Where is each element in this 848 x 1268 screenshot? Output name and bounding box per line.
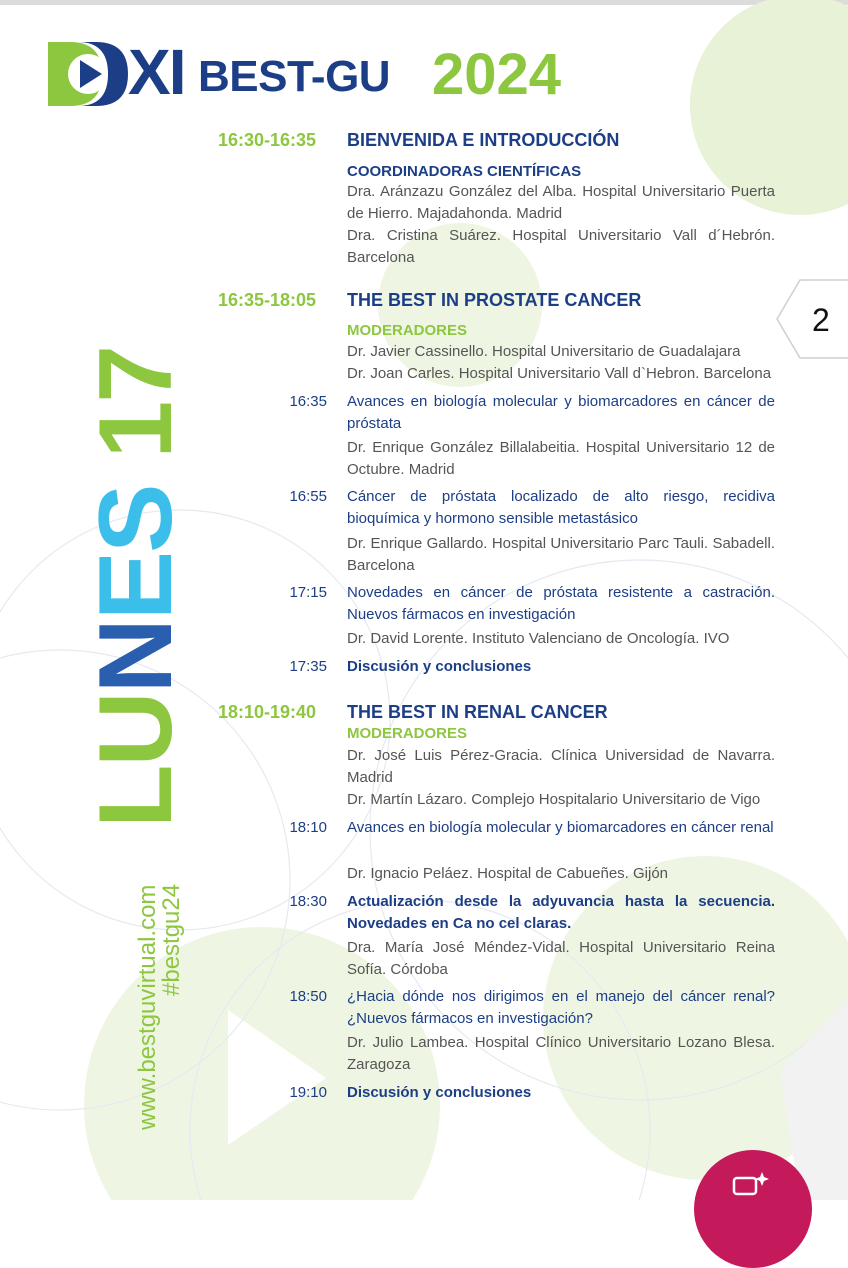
talk-time: 17:15 <box>289 584 327 601</box>
day-label-vertical <box>78 346 194 828</box>
renal-session-time: 18:10-19:40 <box>218 702 317 722</box>
talk-speaker: Dr. Julio Lambea. Hospital Clínico Universitario Lozano Blesa. Zaragoza <box>347 1034 775 1073</box>
talk-speaker: Dr. Ignacio Peláez. Hospital de Cabueñes. Gijón <box>347 865 669 882</box>
talk-time: 16:35 <box>289 393 327 410</box>
page-number: 2 <box>812 302 830 338</box>
talk-speaker: Dr. David Lorente. Instituto Valenciano de Oncología. IVO <box>347 630 730 647</box>
welcome-time: 16:30-16:35 <box>218 130 317 150</box>
talk-time: 17:35 <box>289 658 327 675</box>
talk-title: Avances en biología molecular y biomarcadores en cáncer renal <box>347 819 774 836</box>
talk-title: ¿Hacia dónde nos dirigimos en el manejo del cáncer renal? ¿Nuevos fármacos en investigación? <box>347 988 775 1027</box>
edit-sparkle-icon <box>732 1168 772 1198</box>
talk-speaker: Dr. Enrique Gallardo. Hospital Universitario Parc Tauli. Sabadell. Barcelona <box>347 535 775 574</box>
welcome-title: BIENVENIDA E INTRODUCCIÓN <box>347 130 620 150</box>
talk-time: 18:30 <box>289 893 327 910</box>
discussion-title: Discusión y conclusiones <box>347 658 532 675</box>
coordinator-1: Dra. Aránzazu González del Alba. Hospital Universitario Puerta de Hierro. Majadahonda. Madrid <box>347 183 775 222</box>
day-letter-u: U <box>78 693 194 767</box>
logo-roman-numeral: XI <box>128 36 185 108</box>
talk-title: Avances en biología molecular y biomarcadores en cáncer de próstata <box>347 393 775 432</box>
coordinator-2: Dra. Cristina Suárez. Hospital Universitario Vall d´Hebrón. Barcelona <box>347 227 775 266</box>
talk-title: Cáncer de próstata localizado de alto riesgo, recidiva bioquímica y hormono sensible metastásico <box>347 488 775 527</box>
talk-time: 16:55 <box>289 488 327 505</box>
prostate-moderator-1: Dr. Javier Cassinello. Hospital Universitario de Guadalajara <box>347 343 741 360</box>
logo-event-name: BEST-GU <box>198 52 391 101</box>
talk-title: Actualización desde la adyuvancia hasta la secuencia. Novedades en Ca no cel claras. <box>347 893 775 932</box>
renal-moderator-2: Dr. Martín Lázaro. Complejo Hospitalario Universitario de Vigo <box>347 791 761 808</box>
discussion-title: Discusión y conclusiones <box>347 1084 532 1101</box>
talk-speaker: Dr. Enrique González Billalabeitia. Hospital Universitario 12 de Octubre. Madrid <box>347 439 775 478</box>
prostate-session-time: 16:35-18:05 <box>218 290 317 310</box>
day-number: 17 <box>78 346 194 459</box>
website-url[interactable]: www.bestguvirtual.com <box>134 884 161 1130</box>
day-letter-e: E <box>78 552 194 621</box>
logo-year: 2024 <box>432 42 562 107</box>
talk-speaker: Dra. María José Méndez-Vidal. Hospital Universitario Reina Sofía. Córdoba <box>347 939 775 978</box>
day-letter-s: S <box>78 485 194 553</box>
prostate-moderators-label: MODERADORES <box>347 322 468 339</box>
day-letter-n: N <box>78 620 194 694</box>
renal-session-title: THE BEST IN RENAL CANCER <box>347 702 608 722</box>
prostate-session-title: THE BEST IN PROSTATE CANCER <box>347 290 642 310</box>
play-logo-icon <box>48 42 128 106</box>
talk-time: 18:10 <box>289 819 327 836</box>
event-hashtag: #bestgu24 <box>158 883 185 996</box>
coordinators-label: COORDINADORAS CIENTÍFICAS <box>347 163 582 180</box>
floating-action-button[interactable] <box>694 1150 812 1268</box>
day-letter-l: L <box>78 766 194 828</box>
talk-time: 18:50 <box>289 988 327 1005</box>
talk-title: Novedades en cáncer de próstata resistente a castración. Nuevos fármacos en investigación <box>347 584 775 623</box>
renal-moderators-label: MODERADORES <box>347 725 468 742</box>
renal-moderator-1: Dr. José Luis Pérez-Gracia. Clínica Universidad de Navarra. Madrid <box>347 747 775 786</box>
prostate-moderator-2: Dr. Joan Carles. Hospital Universitario Vall d`Hebron. Barcelona <box>347 365 772 382</box>
talk-time: 19:10 <box>289 1084 327 1101</box>
